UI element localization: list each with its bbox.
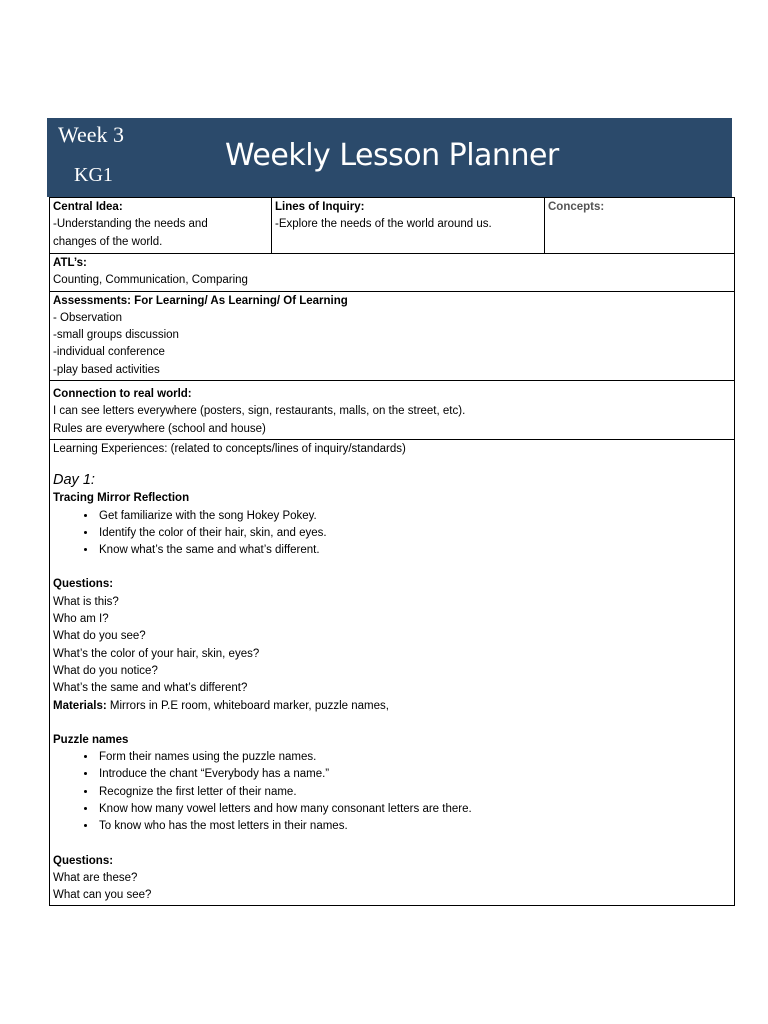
question: What do you notice? — [53, 664, 158, 677]
assessment-item: -small groups discussion — [53, 329, 179, 342]
learning-cell — [50, 439, 735, 905]
row-ideas — [50, 198, 735, 254]
question: What’s the same and what’s different? — [53, 682, 248, 695]
assessment-item: -play based activities — [53, 363, 160, 376]
list-item: • Introduce the chant “Everybody has a name.” — [97, 766, 731, 783]
question: What are these? — [53, 871, 138, 884]
concepts-label: Concepts: — [548, 201, 605, 213]
list-item: • Know what’s the same and what’s different. — [97, 542, 731, 559]
activity2-title: Puzzle names — [53, 733, 129, 746]
row-assessments — [50, 291, 735, 380]
planner-title: Weekly Lesson Planner — [225, 138, 559, 173]
question: What do you see? — [53, 630, 146, 643]
connection-line-2: Rules are everywhere (school and house) — [53, 422, 266, 435]
atls-label: ATL’s: — [53, 257, 87, 269]
activity1-bullets — [53, 508, 731, 560]
planner-header — [47, 118, 732, 197]
row-learning — [50, 439, 735, 905]
materials-text: Mirrors in P.E room, whiteboard marker, puzzle names, — [106, 699, 389, 712]
activity1-questions-label: Questions: — [53, 578, 114, 591]
lines-of-inquiry-cell — [272, 198, 545, 254]
central-idea-label: Central Idea: — [53, 201, 123, 213]
activity2-questions-label: Questions: — [53, 854, 114, 867]
connection-line-1: I can see letters everywhere (posters, sign, restaurants, malls, on the street, etc). — [53, 405, 466, 418]
atls-text: Counting, Communication, Comparing — [53, 274, 248, 287]
week-label: Week 3 — [58, 122, 125, 147]
connection-cell — [50, 381, 735, 440]
concepts-cell — [545, 198, 735, 254]
activity2-bullets — [53, 749, 731, 835]
lines-of-inquiry-text: -Explore the needs of the world around us. — [275, 218, 492, 231]
question: What can you see? — [53, 889, 152, 902]
activity1-title: Tracing Mirror Reflection — [53, 492, 190, 505]
assessment-item: - Observation — [53, 311, 123, 324]
grade-label: KG1 — [74, 164, 113, 186]
learning-label: Learning Experiences: (related to concepts/lines of inquiry/standards) — [53, 442, 406, 455]
materials-label: Materials: — [53, 699, 107, 712]
central-idea-cell — [50, 198, 272, 254]
question: What’s the color of your hair, skin, eyes? — [53, 647, 260, 660]
central-idea-line-1: -Understanding the needs and — [53, 218, 208, 231]
list-item: • Get familiarize with the song Hokey Pokey. — [97, 508, 731, 525]
list-item: • Know how many vowel letters and how many consonant letters are there. — [97, 801, 731, 818]
row-atls — [50, 254, 735, 292]
connection-label: Connection to real world: — [53, 388, 192, 401]
lines-of-inquiry-label: Lines of Inquiry: — [275, 201, 365, 213]
assessments-cell — [50, 291, 735, 380]
materials-line — [53, 698, 731, 715]
list-item: • To know who has the most letters in their names. — [97, 818, 731, 835]
assessments-label: Assessments: For Learning/ As Learning/ Of Learning — [53, 294, 348, 307]
list-item: • Recognize the first letter of their name. — [97, 784, 731, 801]
planner-table — [49, 197, 735, 906]
central-idea-line-2: changes of the world. — [53, 235, 163, 248]
day-heading: Day 1: — [53, 472, 95, 489]
question: Who am I? — [53, 613, 109, 626]
list-item: • Identify the color of their hair, skin, and eyes. — [97, 525, 731, 542]
question: What is this? — [53, 595, 119, 608]
atls-cell — [50, 254, 735, 292]
list-item: • Form their names using the puzzle names. — [97, 749, 731, 766]
row-connection — [50, 381, 735, 440]
assessment-item: -individual conference — [53, 346, 165, 359]
